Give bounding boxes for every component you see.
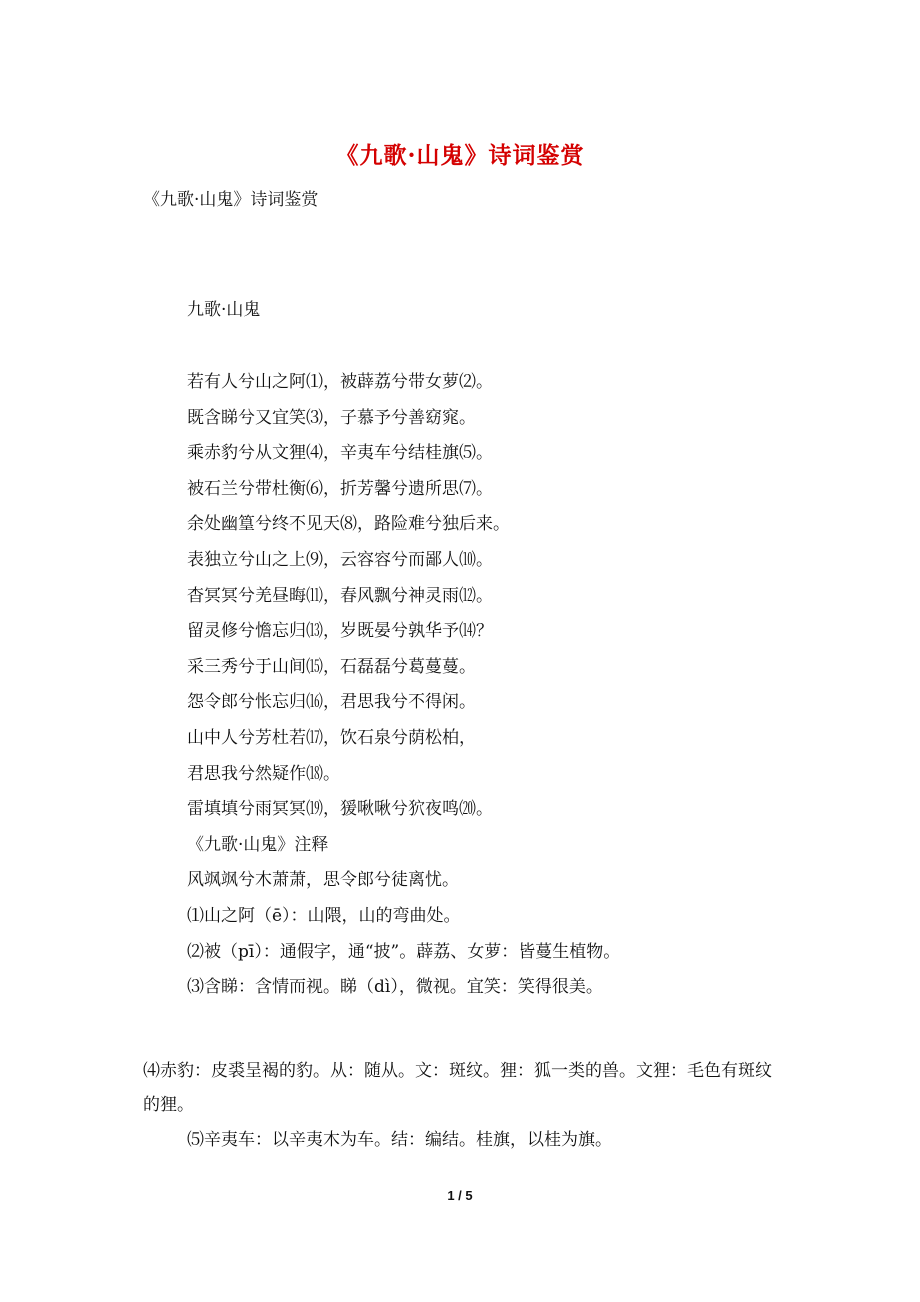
poem-line: 杳冥冥兮羌昼晦⑾，春风飘兮神灵雨⑿。 [187, 585, 493, 606]
note-item: ⑶含睇：含情而视。睇（dì），微视。宜笑：笑得很美。 [187, 977, 603, 998]
poem-line: 风飒飒兮木萧萧，思令郎兮徒离忧。 [187, 870, 459, 891]
poem-line: 余处幽篁兮终不见天⑻，路险难兮独后来。 [187, 514, 510, 535]
poem-line: 雷填填兮雨冥冥⒆，猨啾啾兮狖夜鸣⒇。 [187, 799, 493, 820]
poem-line: 采三秀兮于山间⒂，石磊磊兮葛蔓蔓。 [187, 656, 476, 677]
poem-line: 若有人兮山之阿⑴，被薜荔兮带女萝⑵。 [187, 372, 493, 392]
poem-line: 怨令郎兮怅忘归⒃，君思我兮不得闲。 [187, 692, 476, 713]
poem-line: 留灵修兮憺忘归⒀，岁既晏兮孰华予⒁？ [187, 621, 493, 642]
notes-heading: 《九歌·山鬼》注释 [187, 834, 329, 855]
note-item-4: ⑷赤豹：皮裘呈褐的豹。从：随从。文：斑纹。狸：狐一类的兽。文狸：毛色有斑纹的狸。 [143, 1061, 772, 1115]
poem-line: 被石兰兮带杜衡⑹，折芳馨兮遗所思⑺。 [187, 478, 493, 499]
poem-line: 君思我兮然疑作⒅。 [187, 763, 340, 784]
note-item-5: ⑸辛夷车：以辛夷木为车。结：编结。桂旗，以桂为旗。 [187, 1130, 612, 1150]
document-subtitle: 《九歌·山鬼》诗词鉴赏 [143, 190, 319, 210]
document-title: 《九歌·山鬼》诗词鉴赏 [335, 142, 585, 169]
poem-heading: 九歌·山鬼 [187, 300, 261, 320]
poem-line: 乘赤豹兮从文狸⑷，辛夷车兮结桂旗⑸。 [187, 443, 493, 464]
note-item: ⑵被（pī）：通假字，通“披”。薜荔、女萝：皆蔓生植物。 [187, 941, 621, 962]
page-number: 1 / 5 [447, 1188, 473, 1203]
note-item: ⑴山之阿（ē）：山隈，山的弯曲处。 [187, 905, 461, 926]
poem-line: 既含睇兮又宜笑⑶，子慕予兮善窈窕。 [187, 407, 476, 428]
poem-line: 表独立兮山之上⑼，云容容兮而鄙人⑽。 [187, 549, 493, 570]
poem-line: 山中人兮芳杜若⒄，饮石泉兮荫松柏， [187, 727, 476, 748]
poem-body [187, 368, 620, 1009]
